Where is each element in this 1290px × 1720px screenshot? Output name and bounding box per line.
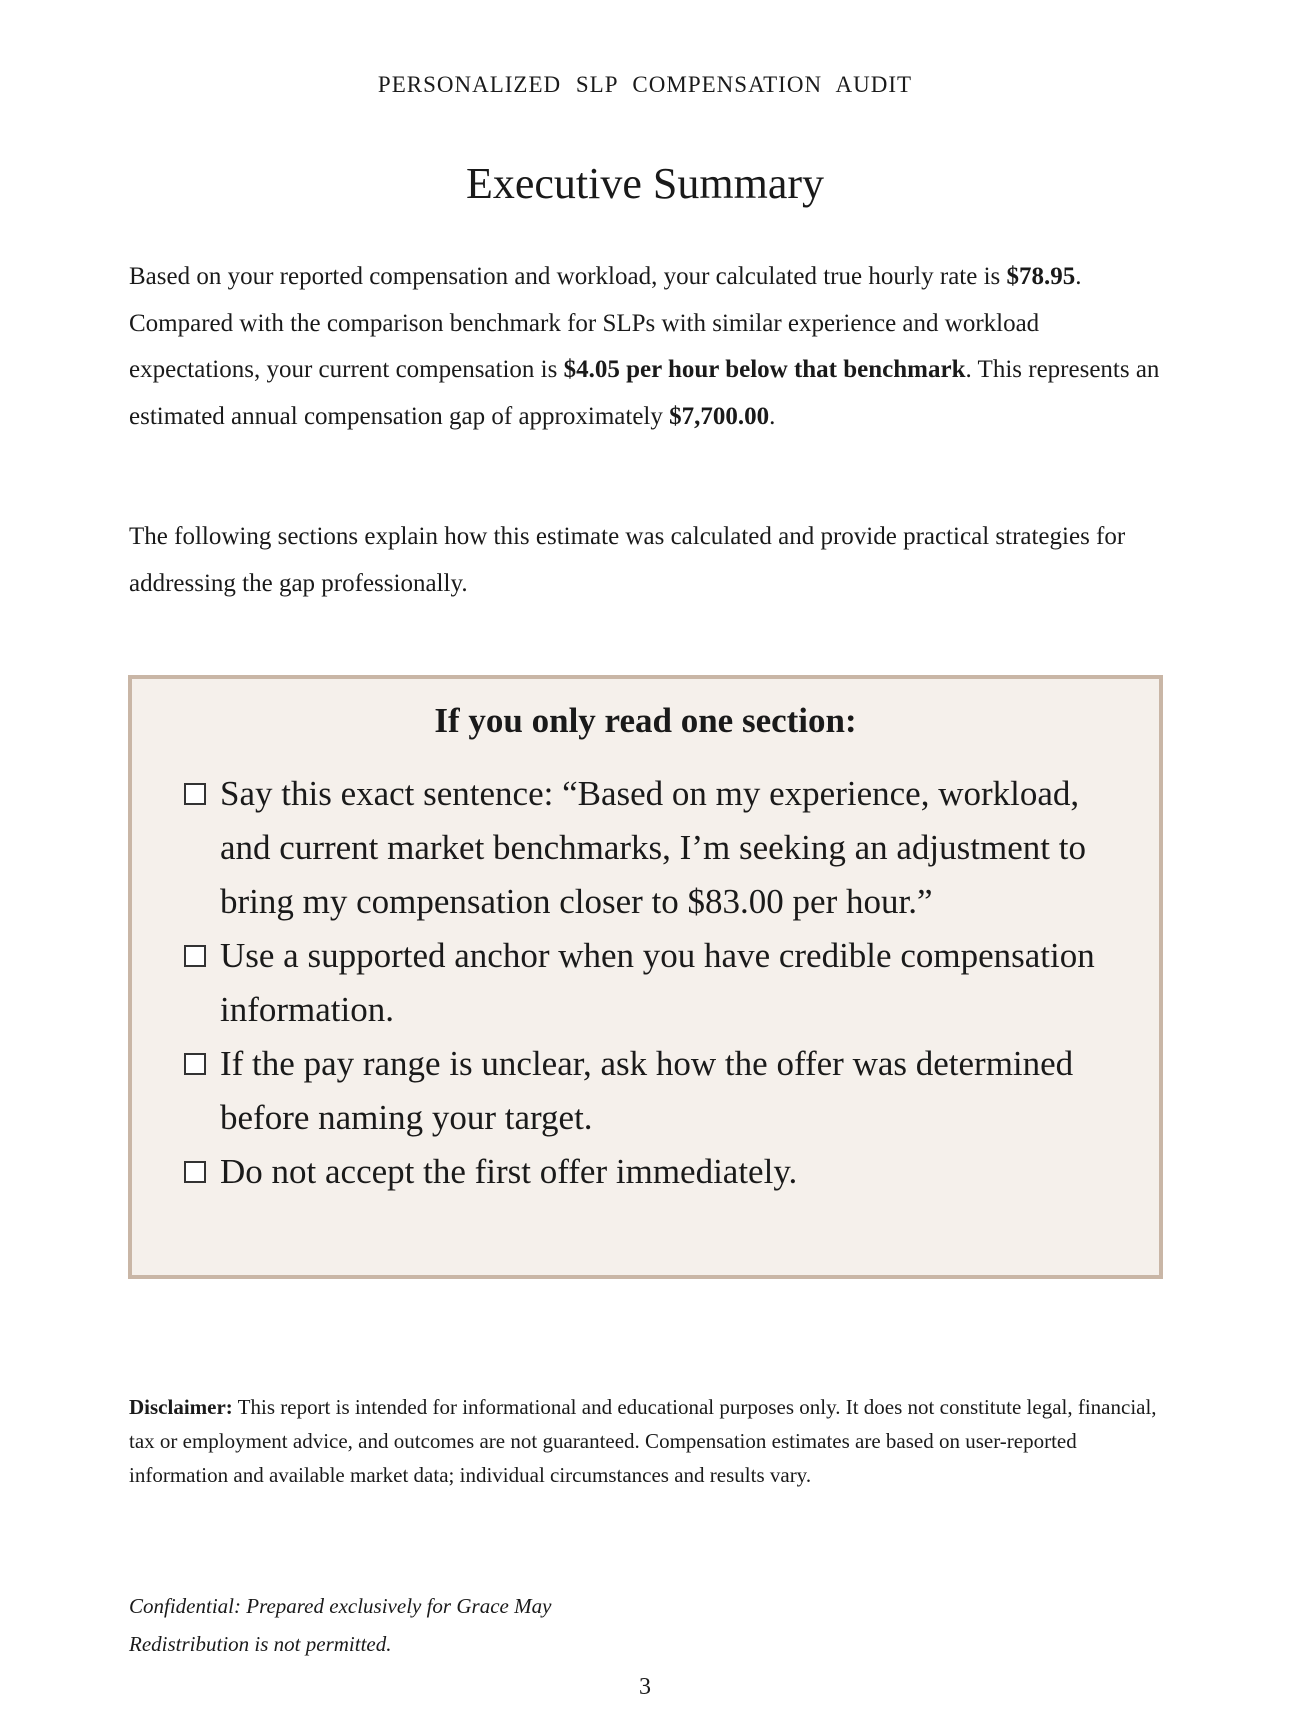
checkbox-icon[interactable] bbox=[184, 1161, 206, 1183]
checkbox-icon[interactable] bbox=[184, 945, 206, 967]
redistribution-notice: Redistribution is not permitted. bbox=[129, 1632, 392, 1656]
page-number: 3 bbox=[639, 1674, 651, 1700]
checkbox-icon[interactable] bbox=[184, 1053, 206, 1075]
checklist-item bbox=[184, 767, 1114, 929]
action-checklist bbox=[184, 767, 1114, 1199]
key-takeaways-callout bbox=[128, 675, 1163, 1279]
summary-paragraph bbox=[129, 254, 1169, 440]
confidential-notice: Confidential: Prepared exclusively for Grace May bbox=[129, 1594, 552, 1618]
checklist-item-text: Say this exact sentence: “Based on my experience, workload, and current market benchmarks, I’m seeking an adjustment to bring my compensation closer to $83.00 per hour.” bbox=[220, 774, 1086, 921]
disclaimer-label: Disclaimer: bbox=[129, 1395, 233, 1419]
summary-mid-text: . Compared with the comparison benchmark for SLPs with similar experience and workload expectations, your current compensation is bbox=[129, 263, 1082, 383]
callout-title-text: If you only read one section bbox=[434, 701, 845, 740]
disclaimer bbox=[129, 1390, 1169, 1492]
page-title: Executive Summary bbox=[465, 159, 824, 208]
summary-followup-paragraph: The following sections explain how this estimate was calculated and provide practical strategies for addressing the gap professionally. bbox=[129, 523, 1126, 597]
disclaimer-text: This report is intended for informational and educational purposes only. It does not constitute legal, financial, tax or employment advice, and outcomes are not guaranteed. Compensation estimates are based on user-reported information and available market data; individual circumstances and results vary. bbox=[129, 1395, 1157, 1487]
checklist-item-text: Do not accept the first offer immediately. bbox=[220, 1152, 798, 1191]
summary-intro-text: Based on your reported compensation and workload, your calculated true hourly rate is bbox=[129, 263, 1007, 290]
checklist-item bbox=[184, 929, 1114, 1037]
checklist-item bbox=[184, 1037, 1114, 1145]
annual-gap-value: $7,700.00 bbox=[669, 402, 770, 430]
callout-title bbox=[132, 701, 1159, 741]
running-header: PERSONALIZED SLP COMPENSATION AUDIT bbox=[377, 72, 913, 97]
hourly-rate-value: $78.95 bbox=[1006, 263, 1076, 290]
summary-end-punct: . bbox=[769, 402, 776, 430]
checklist-item-text: If the pay range is unclear, ask how the offer was determined before naming your target. bbox=[220, 1044, 1074, 1137]
checklist-item-text: Use a supported anchor when you have credible compensation information. bbox=[220, 936, 1095, 1029]
hourly-gap-value: $4.05 per hour below that benchmark bbox=[563, 356, 966, 383]
checkbox-icon[interactable] bbox=[184, 783, 206, 805]
callout-title-colon: : bbox=[844, 701, 857, 740]
checklist-item bbox=[184, 1145, 1114, 1199]
summary-tail-text: . This represents an estimated annual compensation gap of approximately bbox=[129, 356, 1160, 430]
